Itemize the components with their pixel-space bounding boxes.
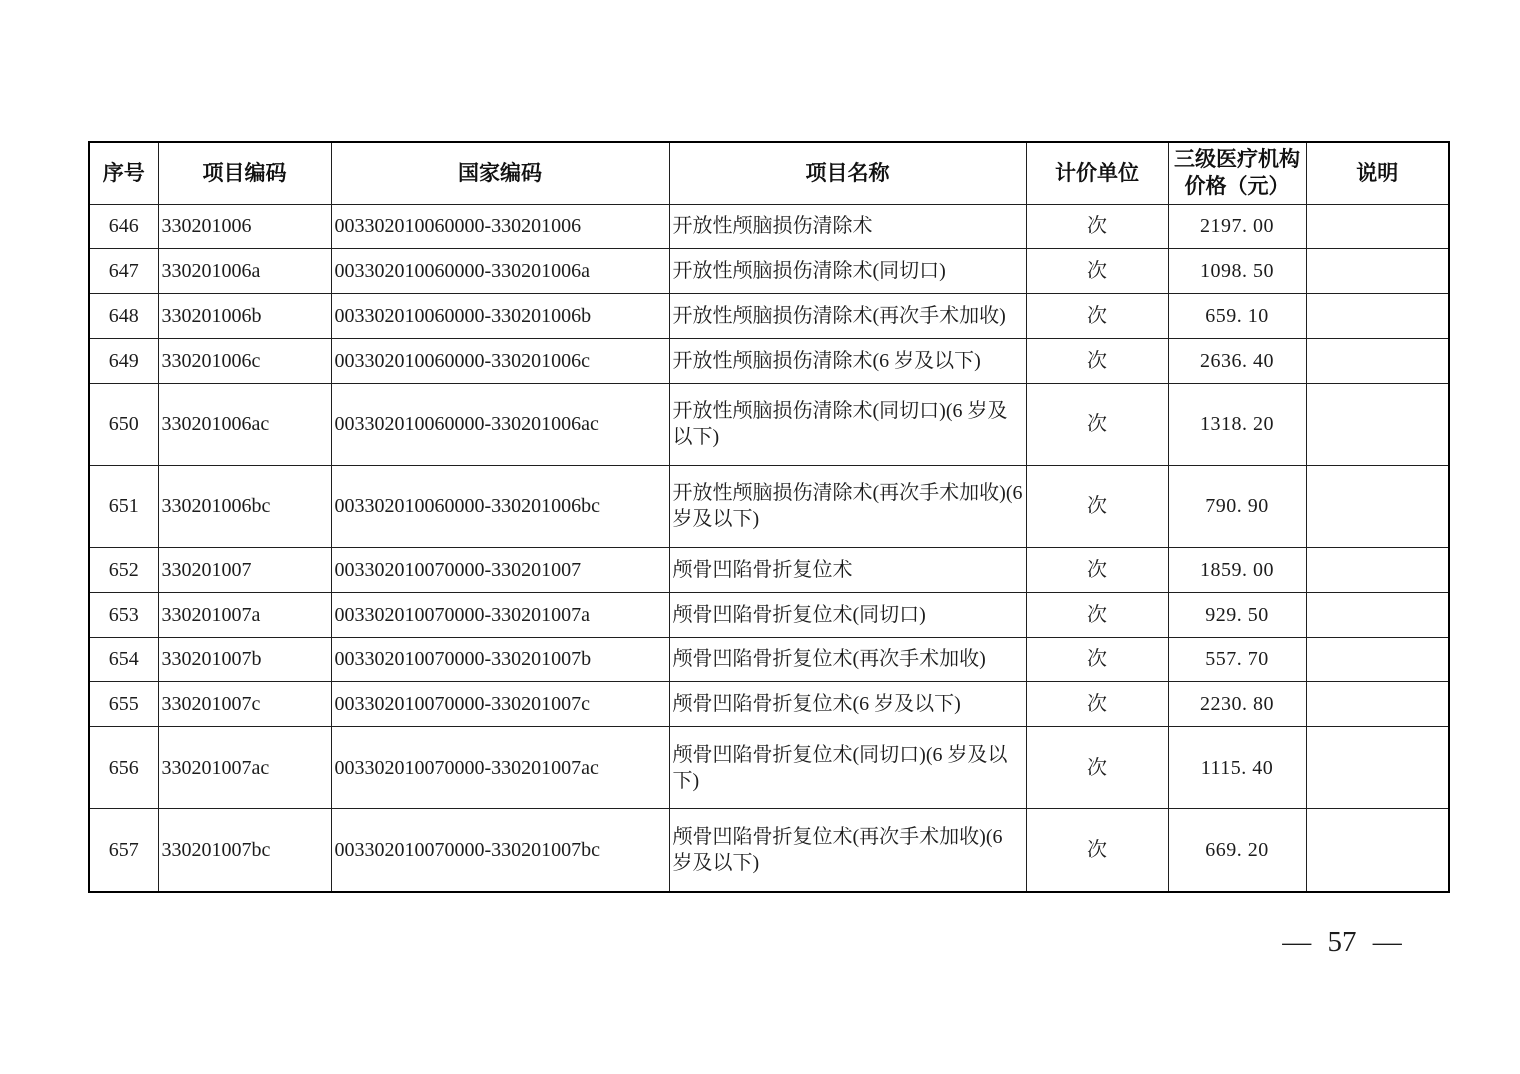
table-row	[89, 682, 1449, 727]
cell-item-name: 颅骨凹陷骨折复位术(同切口)(6 岁及以下)	[669, 727, 1026, 809]
header-item-name: 项目名称	[669, 142, 1026, 204]
cell-price: 1318. 20	[1168, 383, 1306, 465]
table-row	[89, 294, 1449, 339]
cell-item-code: 330201006ac	[158, 383, 331, 465]
cell-note	[1306, 592, 1449, 637]
cell-price: 669. 20	[1168, 809, 1306, 892]
table-row	[89, 204, 1449, 249]
cell-item-name: 颅骨凹陷骨折复位术(再次手术加收)	[669, 637, 1026, 682]
table-row	[89, 727, 1449, 809]
cell-national-code: 003302010070000-330201007	[331, 548, 669, 593]
cell-note	[1306, 682, 1449, 727]
cell-item-code: 330201006b	[158, 294, 331, 339]
cell-note	[1306, 809, 1449, 892]
cell-unit: 次	[1026, 637, 1168, 682]
cell-national-code: 003302010070000-330201007a	[331, 592, 669, 637]
cell-item-name: 开放性颅脑损伤清除术(同切口)	[669, 249, 1026, 294]
cell-note	[1306, 338, 1449, 383]
cell-national-code: 003302010060000-330201006a	[331, 249, 669, 294]
cell-national-code: 003302010070000-330201007b	[331, 637, 669, 682]
cell-seq: 655	[89, 682, 158, 727]
table-row	[89, 809, 1449, 892]
header-item-code: 项目编码	[158, 142, 331, 204]
cell-item-code: 330201007a	[158, 592, 331, 637]
cell-item-name: 开放性颅脑损伤清除术(6 岁及以下)	[669, 338, 1026, 383]
cell-item-code: 330201006bc	[158, 465, 331, 547]
cell-item-name: 颅骨凹陷骨折复位术(同切口)	[669, 592, 1026, 637]
cell-unit: 次	[1026, 548, 1168, 593]
cell-price: 557. 70	[1168, 637, 1306, 682]
cell-national-code: 003302010070000-330201007c	[331, 682, 669, 727]
cell-national-code: 003302010060000-330201006ac	[331, 383, 669, 465]
cell-item-code: 330201007bc	[158, 809, 331, 892]
cell-note	[1306, 204, 1449, 249]
header-price: 三级医疗机构价格（元）	[1168, 142, 1306, 204]
cell-national-code: 003302010060000-330201006b	[331, 294, 669, 339]
cell-price: 1859. 00	[1168, 548, 1306, 593]
cell-item-code: 330201006a	[158, 249, 331, 294]
cell-national-code: 003302010070000-330201007bc	[331, 809, 669, 892]
cell-note	[1306, 637, 1449, 682]
cell-seq: 646	[89, 204, 158, 249]
cell-seq: 653	[89, 592, 158, 637]
table-row	[89, 383, 1449, 465]
cell-item-name: 开放性颅脑损伤清除术	[669, 204, 1026, 249]
cell-note	[1306, 727, 1449, 809]
cell-price: 790. 90	[1168, 465, 1306, 547]
cell-item-name: 颅骨凹陷骨折复位术(再次手术加收)(6 岁及以下)	[669, 809, 1026, 892]
cell-unit: 次	[1026, 383, 1168, 465]
table-row	[89, 592, 1449, 637]
cell-note	[1306, 465, 1449, 547]
cell-item-code: 330201007ac	[158, 727, 331, 809]
cell-unit: 次	[1026, 809, 1168, 892]
cell-item-name: 开放性颅脑损伤清除术(同切口)(6 岁及以下)	[669, 383, 1026, 465]
cell-seq: 647	[89, 249, 158, 294]
cell-item-name: 颅骨凹陷骨折复位术	[669, 548, 1026, 593]
cell-seq: 651	[89, 465, 158, 547]
table-row	[89, 465, 1449, 547]
cell-seq: 654	[89, 637, 158, 682]
cell-price: 929. 50	[1168, 592, 1306, 637]
cell-item-code: 330201006c	[158, 338, 331, 383]
cell-unit: 次	[1026, 682, 1168, 727]
header-note: 说明	[1306, 142, 1449, 204]
table-header-row	[89, 142, 1449, 204]
cell-note	[1306, 294, 1449, 339]
cell-seq: 652	[89, 548, 158, 593]
header-unit: 计价单位	[1026, 142, 1168, 204]
cell-price: 1098. 50	[1168, 249, 1306, 294]
cell-unit: 次	[1026, 294, 1168, 339]
cell-national-code: 003302010070000-330201007ac	[331, 727, 669, 809]
cell-unit: 次	[1026, 249, 1168, 294]
cell-national-code: 003302010060000-330201006c	[331, 338, 669, 383]
cell-note	[1306, 249, 1449, 294]
cell-item-code: 330201007	[158, 548, 331, 593]
cell-unit: 次	[1026, 727, 1168, 809]
cell-price: 2636. 40	[1168, 338, 1306, 383]
cell-seq: 656	[89, 727, 158, 809]
cell-price: 2230. 80	[1168, 682, 1306, 727]
cell-price: 659. 10	[1168, 294, 1306, 339]
table-row	[89, 637, 1449, 682]
header-seq: 序号	[89, 142, 158, 204]
cell-unit: 次	[1026, 338, 1168, 383]
cell-price: 1115. 40	[1168, 727, 1306, 809]
cell-seq: 649	[89, 338, 158, 383]
price-table	[88, 141, 1450, 893]
cell-seq: 648	[89, 294, 158, 339]
cell-note	[1306, 548, 1449, 593]
cell-item-name: 开放性颅脑损伤清除术(再次手术加收)	[669, 294, 1026, 339]
cell-unit: 次	[1026, 465, 1168, 547]
page-number: — 57 —	[1282, 926, 1402, 958]
cell-national-code: 003302010060000-330201006bc	[331, 465, 669, 547]
table-body	[89, 204, 1449, 892]
header-national-code: 国家编码	[331, 142, 669, 204]
cell-unit: 次	[1026, 592, 1168, 637]
cell-unit: 次	[1026, 204, 1168, 249]
table-row	[89, 338, 1449, 383]
table-row	[89, 249, 1449, 294]
cell-seq: 657	[89, 809, 158, 892]
cell-item-name: 开放性颅脑损伤清除术(再次手术加收)(6 岁及以下)	[669, 465, 1026, 547]
cell-price: 2197. 00	[1168, 204, 1306, 249]
cell-note	[1306, 383, 1449, 465]
cell-seq: 650	[89, 383, 158, 465]
cell-national-code: 003302010060000-330201006	[331, 204, 669, 249]
cell-item-name: 颅骨凹陷骨折复位术(6 岁及以下)	[669, 682, 1026, 727]
table-row	[89, 548, 1449, 593]
cell-item-code: 330201007b	[158, 637, 331, 682]
cell-item-code: 330201006	[158, 204, 331, 249]
cell-item-code: 330201007c	[158, 682, 331, 727]
